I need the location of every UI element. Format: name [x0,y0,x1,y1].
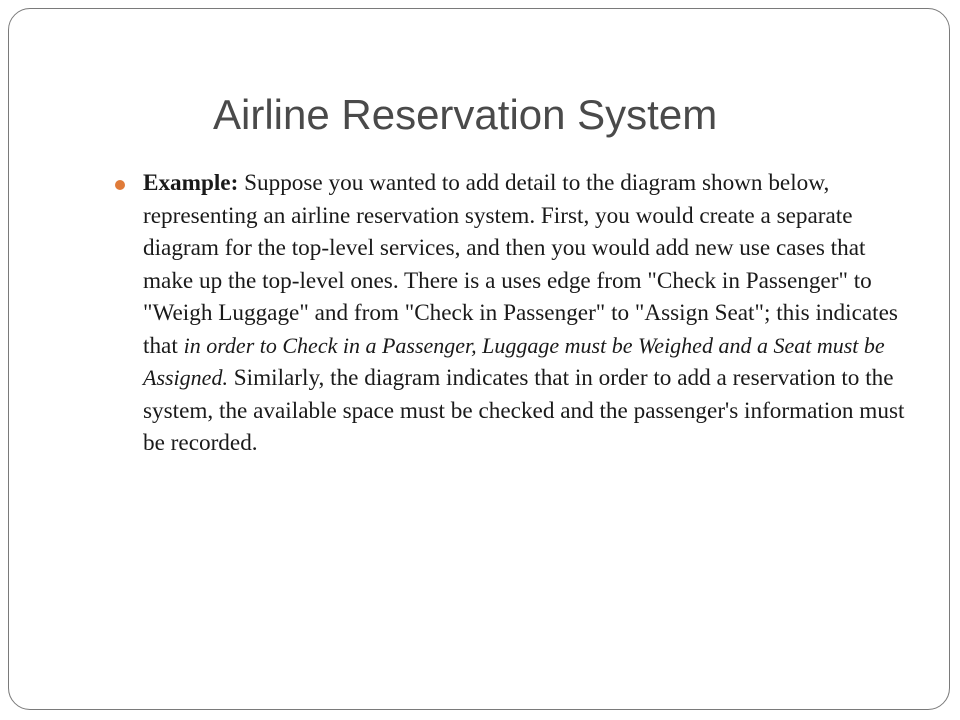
bullet-italic-text: in order to Check in a Passenger, Luggage must be Weighed and a Seat must be Assigned. [143,332,885,390]
bullet-item [115,167,915,460]
example-label: Example: [143,170,239,196]
slide-title: Airline Reservation System [213,91,718,138]
slide-frame [8,8,950,710]
bullet-text-part-1: Suppose you wanted to add detail to the diagram shown below, representing an airline reservation system. First, you would create a separate diagram for the top-level services, and then you would add new use cases that make up the top-level ones. There is a uses edge from "Check in Passenger" to "Weigh Luggage" and from "Check in Passenger" to "Assign Seat"; this indicates that [143,170,898,359]
bullet-paragraph [143,167,915,460]
bullet-dot-icon [115,180,125,190]
bullet-text-part-2: Similarly, the diagram indicates that in order to add a reservation to the system, the available space must be checked and the passenger's information must be recorded. [143,365,905,456]
slide-body [115,167,915,460]
